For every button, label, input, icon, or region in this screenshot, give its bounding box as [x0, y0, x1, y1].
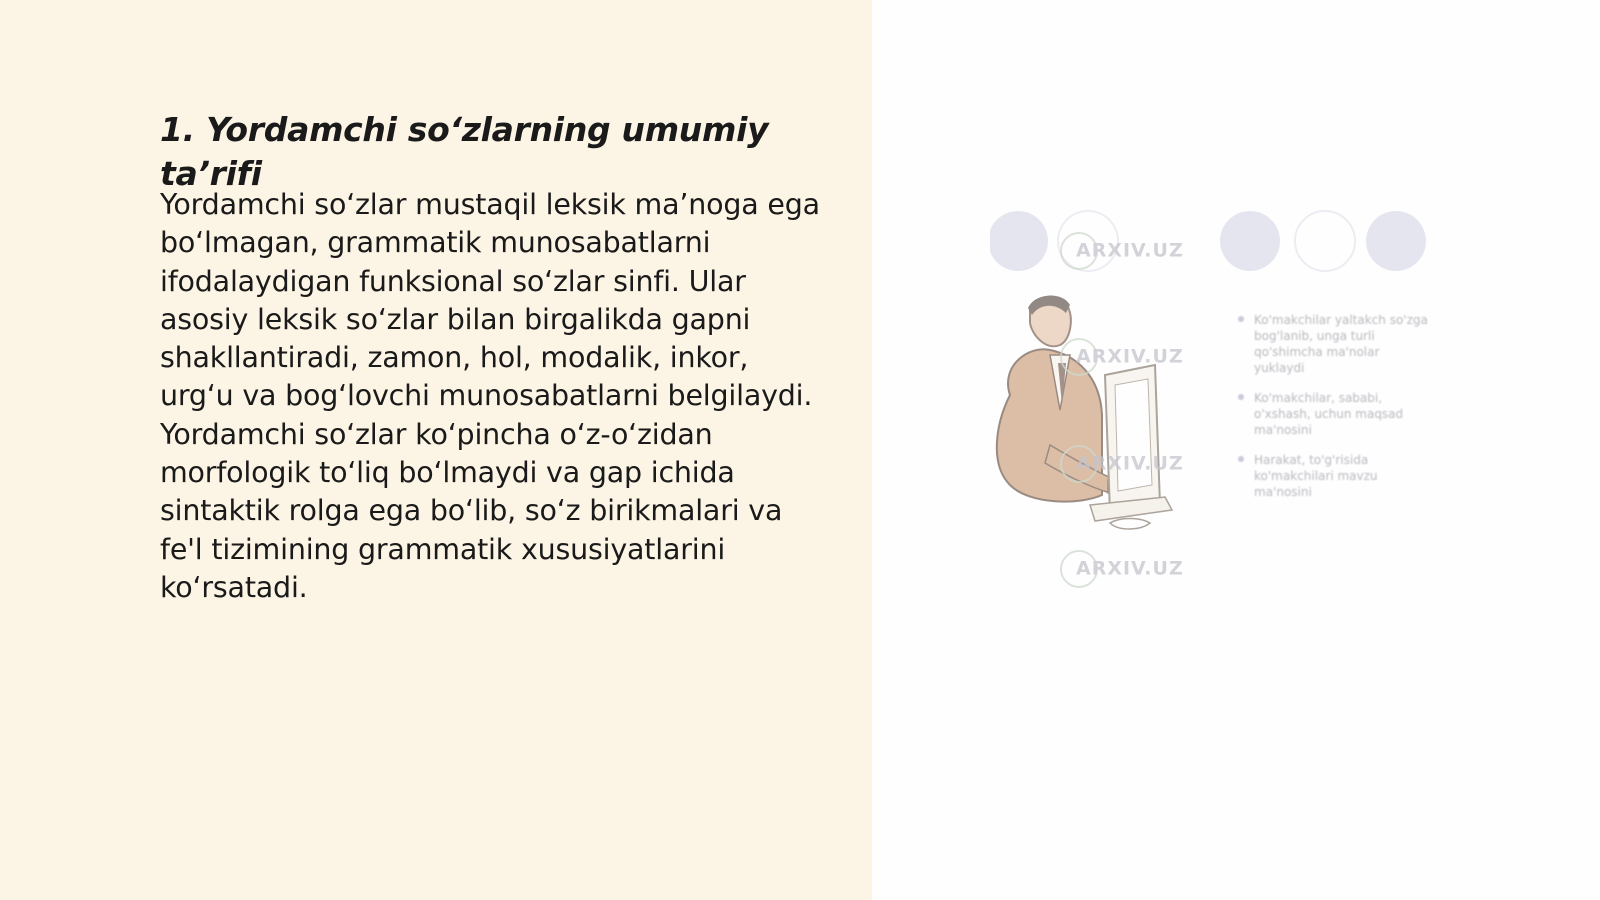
person-at-computer-icon — [997, 296, 1172, 529]
thumb-circle — [1220, 211, 1280, 271]
watermark-text: ARXIV.UZ — [1076, 239, 1184, 262]
thumb-circle — [1366, 211, 1426, 271]
watermark-logo-icon — [1070, 445, 1184, 483]
watermark-text: ARXIV.UZ — [1076, 345, 1184, 368]
thumbnail-bullet: Harakat, to'g'risida ko'makchilari mavzu ma'nosini — [1252, 452, 1432, 500]
watermark-logo-icon — [1070, 232, 1184, 270]
watermark-text: ARXIV.UZ — [1076, 452, 1184, 475]
thumb-circle — [1295, 211, 1355, 271]
watermark-logo-icon — [1070, 338, 1184, 376]
slide-title: 1. Yordamchi so‘zlarning umumiy ta’rifi — [160, 110, 769, 193]
thumbnail-bullet-list — [1252, 312, 1432, 514]
slide-body-text: Yordamchi so‘zlar mustaqil leksik ma’noga ega bo‘lmagan, grammatik munosabatlarni ifodalaydigan funksional so‘zlar sinfi. Ular asosiy leksik so‘zlar bilan birgalikda gapni shakllantiradi, zamon, hol, modalik, inkor, urg‘u va bog‘lovchi munosabatlarni belgilaydi. Yordamchi so‘zlar ko‘pincha o‘z-o‘zidan morfologik to‘liq bo‘lmaydi va gap ichida sintaktik rolga ega bo‘lib, so‘z birikmalari va fe'l tizimining grammatik xususiyatlarini ko‘rsatadi. — [160, 188, 820, 604]
watermark-logo-icon — [1070, 550, 1184, 588]
thumbnail-bullet: Ko'makchilar yaltakch so'zga bog'lanib, unga turli qo'shimcha ma'nolar yuklaydi — [1252, 312, 1432, 376]
thumbnail-bullet: Ko'makchilar, sababi, o'xshash, uchun maqsad ma'nosini — [1252, 390, 1432, 438]
thumb-circle — [990, 211, 1048, 271]
watermark-text: ARXIV.UZ — [1076, 557, 1184, 580]
